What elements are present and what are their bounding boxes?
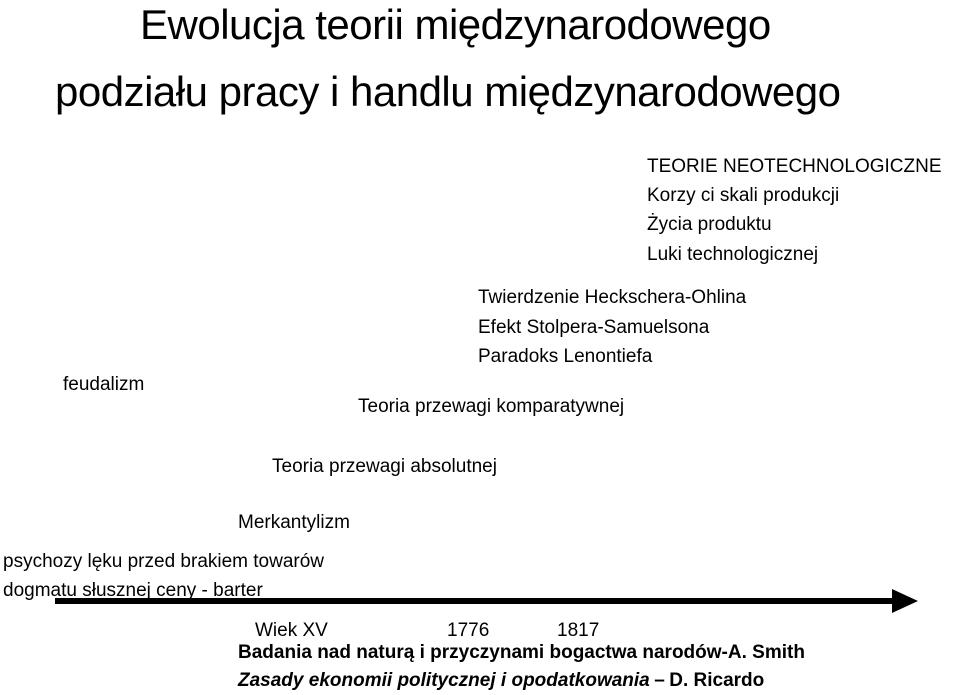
ricardo-author: D. Ricardo [669, 670, 765, 691]
comparative-advantage-label: Teoria przewagi komparatywnej [358, 396, 625, 417]
timeline-label-1817: 1817 [557, 620, 600, 641]
ho-item-stolper-samuelson: Efekt Stolpera-Samuelsona [478, 317, 710, 338]
title-line-2: podziału pracy i handlu międzynarodowego [55, 68, 841, 115]
ho-item-leontief-paradox: Paradoks Lenontiefa [478, 346, 653, 367]
ricardo-work-title: Zasady ekonomii politycznej i opodatkowania [238, 670, 650, 691]
barter-line-1: psychozy lęku przed brakiem towarów [3, 551, 325, 572]
timeline-arrowhead [892, 589, 918, 613]
smith-reference: Badania nad naturą i przyczynami bogactwa narodów-A. Smith [238, 642, 805, 663]
neotech-item-product-life: Życia produktu [647, 214, 772, 235]
barter-line-2: dogmatu słusznej ceny - barter [3, 580, 263, 601]
mercantilism-label: Merkantylizm [238, 512, 350, 533]
ricardo-reference [238, 671, 764, 690]
feudalism-label: feudalizm [63, 374, 145, 395]
ho-item-heckscher-ohlin: Twierdzenie Heckschera-Ohlina [478, 287, 747, 308]
timeline-label-15th-century: Wiek XV [255, 620, 328, 641]
ricardo-dash: – [654, 670, 665, 691]
timeline-label-1776: 1776 [447, 620, 490, 641]
neotech-item-economies-of-scale: Korzy ci skali produkcji [647, 185, 840, 206]
absolute-advantage-label: Teoria przewagi absolutnej [272, 456, 497, 477]
title-line-1: Ewolucja teorii międzynarodowego [140, 1, 771, 48]
neotech-item-technology-gap: Luki technologicznej [647, 244, 819, 265]
neotech-heading: TEORIE NEOTECHNOLOGICZNE [647, 156, 942, 177]
